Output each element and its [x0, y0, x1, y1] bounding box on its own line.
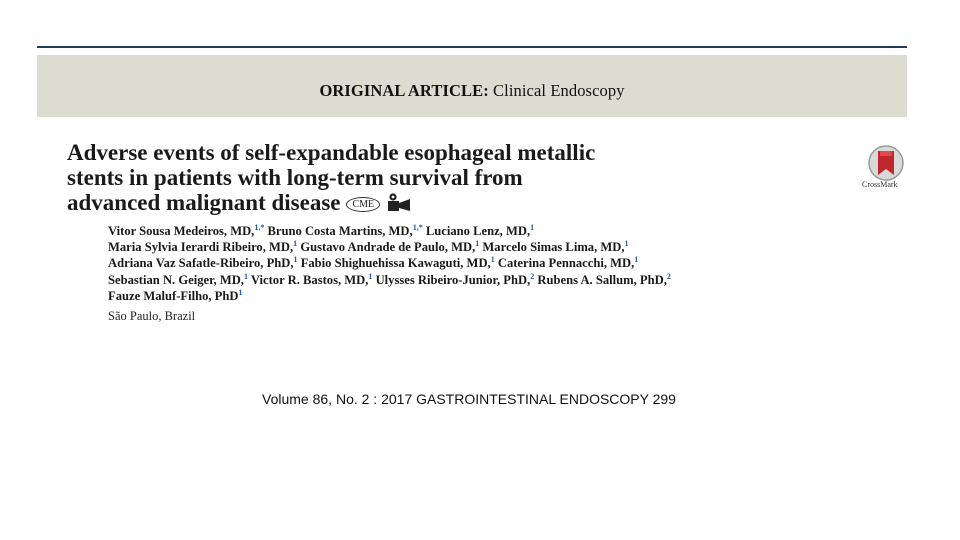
author-name: Ulysses Ribeiro-Junior, PhD, [375, 272, 531, 287]
affiliation-marker[interactable]: 1 [238, 287, 243, 297]
journal-citation: Volume 86, No. 2 : 2017 GASTROINTESTINAL ENDOSCOPY 299 [262, 391, 676, 407]
affiliation-marker[interactable]: 1 [490, 255, 495, 265]
cme-badge[interactable]: CME [346, 197, 380, 212]
author-line [108, 288, 671, 304]
affiliation-marker[interactable]: 1 [634, 255, 639, 265]
author-line [108, 239, 671, 255]
author-name: Vitor Sousa Medeiros, MD, [108, 224, 255, 238]
author-name: Maria Sylvia Ierardi Ribeiro, MD, [108, 240, 294, 255]
title-line: Adverse events of self-expandable esophageal metallic [67, 140, 596, 165]
author-name: Marcelo Simas Lima, MD, [482, 240, 625, 255]
affiliation-marker[interactable]: 1 [368, 271, 373, 281]
author-name: Bruno Costa Martins, MD, [267, 224, 413, 238]
top-rule [37, 46, 907, 48]
author-name: Luciano Lenz, MD, [425, 224, 531, 238]
article-type-label: ORIGINAL ARTICLE: Clinical Endoscopy [319, 81, 625, 100]
author-line [108, 272, 671, 288]
affiliation-marker[interactable]: 2 [530, 271, 535, 281]
author-name: Sebastian N. Geiger, MD, [108, 272, 244, 287]
affiliation-marker[interactable]: 1 [293, 239, 298, 249]
affiliation-marker[interactable]: 1 [624, 239, 629, 249]
crossmark-label: CrossMark [862, 180, 898, 189]
author-name: Rubens A. Sallum, PhD, [537, 272, 667, 287]
title-line: advanced malignant disease CME [67, 190, 767, 217]
author-name: Fabio Shighuehissa Kawaguti, MD, [300, 256, 491, 271]
affiliation-marker[interactable]: 1 [530, 223, 535, 232]
affiliation-marker[interactable]: 1,* [412, 223, 423, 232]
article-title [67, 140, 767, 217]
affiliation-marker[interactable]: 1 [293, 255, 298, 265]
author-line [108, 255, 671, 271]
author-name: Adriana Vaz Safatle-Ribeiro, PhD, [108, 256, 294, 271]
title-line: stents in patients with long-term survival from [67, 165, 523, 190]
affiliation-marker[interactable]: 1,* [254, 223, 265, 232]
author-name: Fauze Maluf-Filho, PhD [108, 288, 239, 303]
author-location: São Paulo, Brazil [108, 309, 196, 323]
author-name: Caterina Pennacchi, MD, [497, 256, 635, 271]
affiliation-marker[interactable]: 2 [666, 271, 671, 281]
author-name: Victor R. Bastos, MD, [250, 272, 369, 287]
affiliation-marker[interactable]: 1 [243, 271, 248, 281]
author-name: Gustavo Andrade de Paulo, MD, [300, 240, 476, 255]
affiliation-marker[interactable]: 1 [475, 239, 480, 249]
author-list [108, 223, 671, 304]
video-camera-icon[interactable] [386, 192, 412, 217]
article-type-banner [37, 55, 907, 117]
author-line [108, 223, 671, 239]
